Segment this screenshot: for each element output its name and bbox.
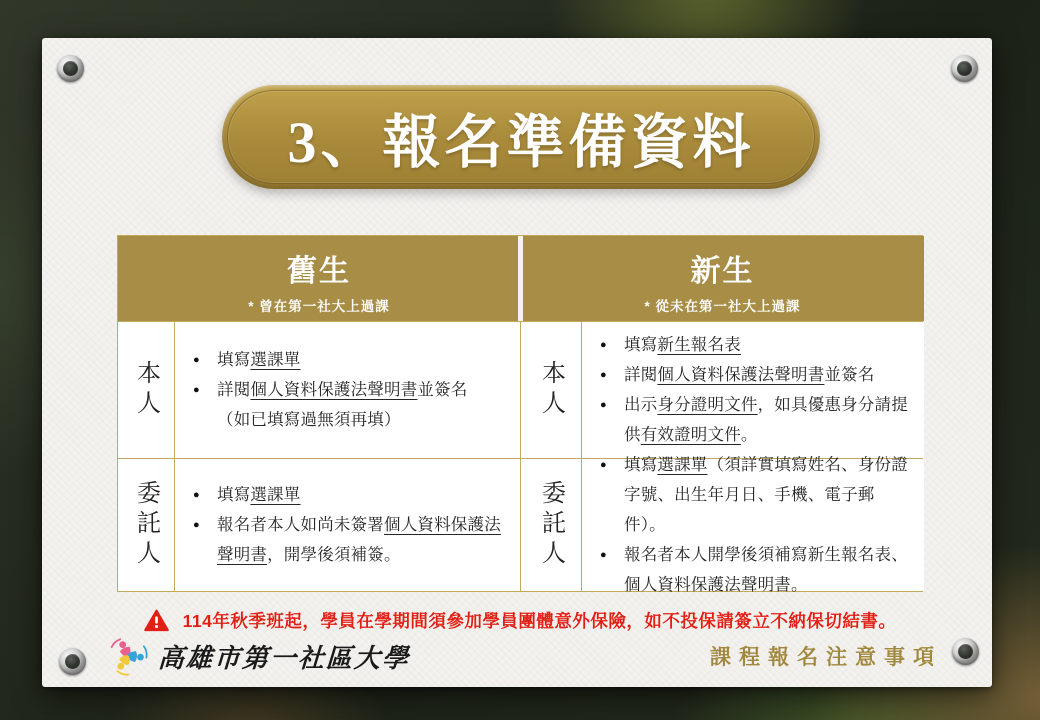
bullet-item xyxy=(594,450,910,540)
bullet-icon: ● xyxy=(193,489,200,501)
bullet-text: 填寫選課單（須詳實填寫姓名、身份證字號、出生年月日、手機、電子郵件）。 xyxy=(624,456,908,534)
warning-text: 114年秋季班起，學員在學期間須參加學員團體意外保險，如不投保請簽立不納保切結書。 xyxy=(182,610,897,631)
school-brand xyxy=(108,636,410,676)
column-subtitle: * 從未在第一社大上過課 xyxy=(644,299,801,314)
bullet-item xyxy=(594,390,910,450)
bullet-text: （如已填寫過無須再填） xyxy=(217,411,401,429)
table-cell xyxy=(175,322,520,458)
school-logo-icon xyxy=(108,636,148,676)
bullet-text: 填寫新生報名表 xyxy=(624,336,741,354)
bullet-icon: ● xyxy=(600,399,607,411)
table-cell xyxy=(175,459,520,591)
bullet-item xyxy=(594,330,910,360)
bullet-item xyxy=(187,405,506,435)
column-header-new-student xyxy=(521,236,924,321)
page-title: 3、報名準備資料 xyxy=(287,110,755,175)
row-header-delegate: 委託人 xyxy=(118,459,174,591)
bullet-text: 報名者本人開學後須補寫新生報名表、個人資料保護法聲明書。 xyxy=(624,546,908,594)
column-subtitle: * 曾在第一社大上過課 xyxy=(248,299,390,314)
table-cell xyxy=(582,456,924,594)
bullet-item xyxy=(594,540,910,600)
bullet-item xyxy=(187,375,506,405)
bullet-icon: ● xyxy=(600,549,607,561)
notice-title: 課程報名注意事項 xyxy=(710,645,942,669)
bullet-icon: ● xyxy=(193,354,200,366)
bullet-text: 出示身分證明文件，如具優惠身分請提供有效證明文件。 xyxy=(624,396,908,444)
bullet-icon: ● xyxy=(600,459,607,471)
bullet-item xyxy=(187,510,506,570)
registration-table xyxy=(117,235,923,592)
column-header-old-student xyxy=(118,236,520,321)
screw-icon xyxy=(57,55,84,82)
bullet-icon: ● xyxy=(193,384,200,396)
bullet-item xyxy=(594,360,910,390)
bullet-item xyxy=(187,480,506,510)
bullet-text: 詳閱個人資料保護法聲明書並簽名 xyxy=(624,366,875,384)
slide-paper xyxy=(42,38,992,687)
row-header-in-person: 本人 xyxy=(118,322,174,458)
screw-icon xyxy=(952,638,979,665)
bullet-icon: ● xyxy=(600,369,607,381)
column-title: 新生 xyxy=(690,255,755,288)
table-cell xyxy=(582,322,924,458)
screw-icon xyxy=(951,55,978,82)
bullet-icon: ● xyxy=(600,339,607,351)
bullet-icon: ● xyxy=(193,519,200,531)
bullet-text: 填寫選課單 xyxy=(217,486,301,504)
bullet-text: 報名者本人如尚未簽署個人資料保護法聲明書，開學後須補簽。 xyxy=(217,516,501,564)
bullet-item xyxy=(187,345,506,375)
warning-triangle-icon xyxy=(144,609,169,632)
column-title: 舊生 xyxy=(287,255,351,288)
bullet-text: 詳閱個人資料保護法聲明書並簽名 xyxy=(217,381,468,399)
row-header-in-person: 本人 xyxy=(521,322,581,458)
screw-icon xyxy=(59,648,86,675)
footer xyxy=(108,633,942,679)
school-name: 高雄市第一社區大學 xyxy=(157,643,411,673)
bullet-text: 填寫選課單 xyxy=(217,351,301,369)
row-header-delegate: 委託人 xyxy=(521,459,581,591)
title-badge xyxy=(222,85,820,189)
